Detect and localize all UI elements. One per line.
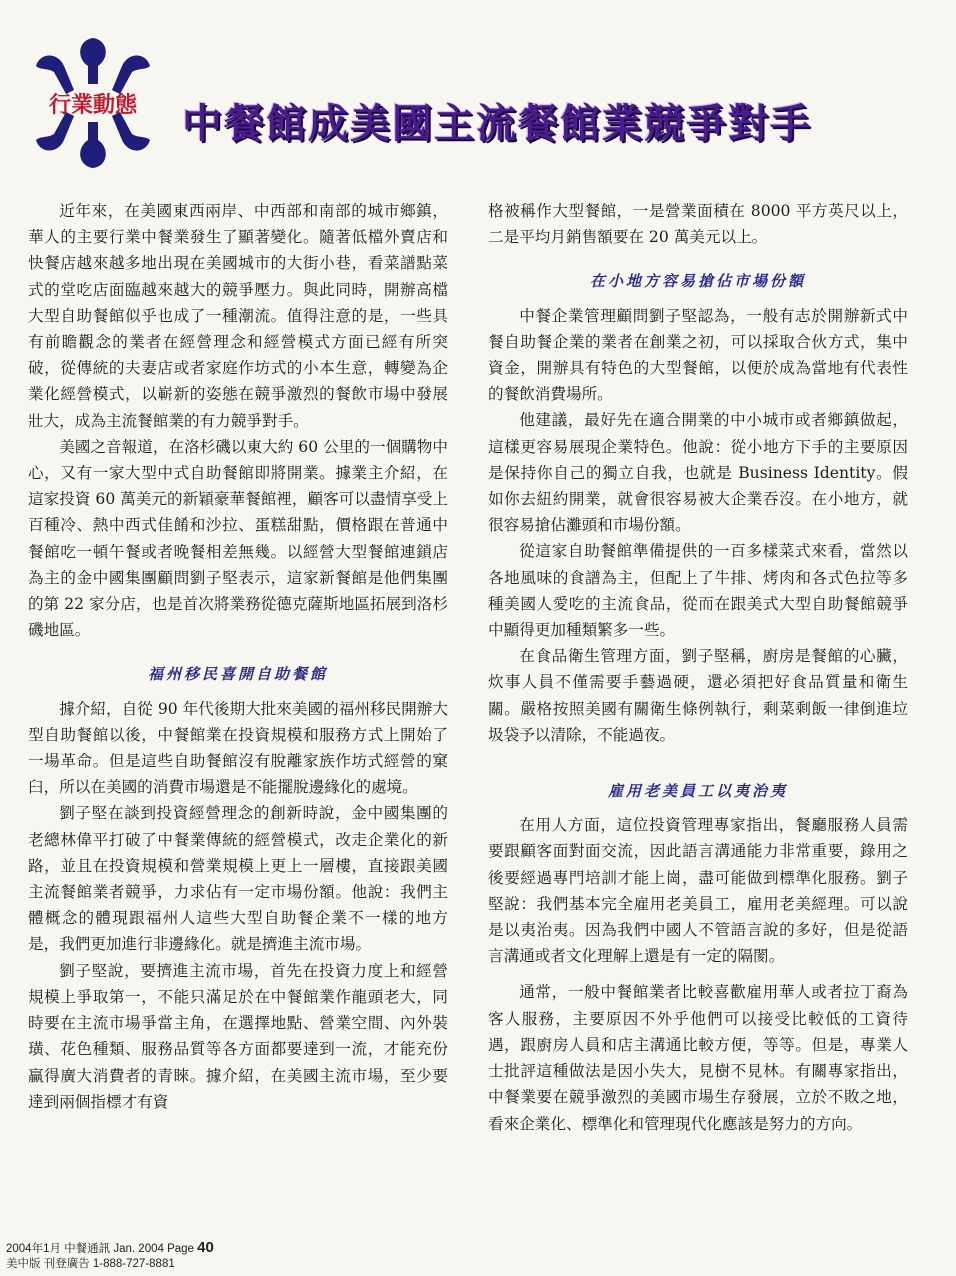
headline: 中餐館成美國主流餐館業競爭對手 <box>182 101 812 147</box>
paragraph: 在用人方面，這位投資管理專家指出，餐廳服務人員需要跟顧客面對面交流，因此語言溝通能力非常重要，錄用之後要經過專門培訓才能上崗，盡可能做到標準化服務。劉子堅說：我們基本完全雇用老美員工，雇用老美經理。可以說是以夷治夷。因為我們中國人不管語言說的多好，但是從語言溝通或者文化理解上還是有一定的隔閡。 <box>488 816 908 966</box>
right-column <box>488 198 908 1137</box>
subheading: 福州移民喜開自助餐館 <box>147 665 328 684</box>
paragraph: 美國之音報道，在洛杉磯以東大約 60 公里的一個購物中心，又有一家大型中式自助餐館即將開業。據業主介紹，在這家投資 60 萬美元的新穎豪華餐館裡，顧客可以盡情享受上百種冷、熱中西式佳餚和沙拉、蛋糕甜點，價格跟在普通中餐館吃一頓午餐或者晚餐相差無幾。以經營大型餐館連鎖店為主的金中國集團顧問劉子堅表示，這家新餐館是他們集團的第 22 家分店，也是首次將業務從德克薩斯地區拓展到洛杉磯地區。 <box>28 437 448 640</box>
subheading: 在小地方容易搶佔市場份額 <box>589 272 806 291</box>
paragraph: 從這家自助餐館準備提供的一百多樣菜式來看，當然以各地風味的食譜為主，但配上了牛排、烤肉和各式色拉等多種美國人愛吃的主流食品，從而在跟美式大型自助餐館競爭中顯得更加種類繁多一些。 <box>488 542 908 640</box>
page-number: 40 <box>197 1239 214 1256</box>
paragraph: 劉子堅說，要擠進主流市場，首先在投資力度上和經營規模上爭取第一，不能只滿足於在中餐館業作龍頭老大，同時要在主流市場爭當主角，在選擇地點、營業空間、內外裝璜、花色種類、服務品質等各方面都要達到一流，才能充份贏得廣大消費者的青睞。據介紹，在美國主流市場，至少要達到兩個指標才有資 <box>28 961 448 1111</box>
paragraph: 中餐企業管理顧問劉子堅認為，一般有志於開辦新式中餐自助餐企業的業者在創業之初，可以採取合伙方式，集中資金，開辦具有特色的大型餐館，以便於成為當地有代表性的餐飲消費場所。 <box>488 306 908 404</box>
section-logo <box>18 28 168 178</box>
paragraph: 在食品衛生管理方面，劉子堅稱，廚房是餐館的心臟，炊事人員不僅需要手藝過硬，還必須把好食品質量和衛生關。嚴格按照美國有關衛生條例執行，剩菜剩飯一律倒進垃圾袋予以清除，不能過夜。 <box>488 647 908 744</box>
paragraph: 近年來，在美國東西兩岸、中西部和南部的城市鄉鎮，華人的主要行業中餐業發生了顯著變化。隨著低檔外賣店和快餐店越來越多地出現在美國城市的大街小巷，看菜譜點菜式的堂吃店面臨越來越大的競爭壓力。與此同時，開辦高檔大型自助餐館似乎也成了一種潮流。值得注意的是，一些具有前瞻觀念的業者在經營理念和經營模式方面已經有所突破，從傳統的夫妻店或者家庭作坊式的小本生意，轉變為企業化經營模式，以嶄新的姿態在競爭激烈的餐飲市場中發展壯大，成為主流餐館業的有力競爭對手。 <box>28 202 448 430</box>
left-column <box>28 198 448 1115</box>
paragraph: 據介紹，自從 90 年代後期大批來美國的福州移民開辦大型自助餐館以後，中餐館業在投資規模和服務方式上開始了一場革命。但是這些自助餐館沒有脫離家族作坊式經營的窠臼，所以在美國的消費市場還是不能擺脫邊緣化的處境。 <box>28 699 448 797</box>
paragraph: 他建議，最好先在適合開業的中小城市或者鄉鎮做起，這樣更容易展現企業特色。他說：從小地方下手的主要原因是保持你自己的獨立自我，也就是 Business Identity。假如你去紐約開業，就會很容易被大企業吞沒。在小地方，就很容易搶佔灘頭和市場份額。 <box>488 411 908 535</box>
section-tag: 行業動態 <box>48 93 138 118</box>
footer-line-1 <box>6 1240 214 1257</box>
paragraph: 劉子堅在談到投資經營理念的創新時說，金中國集團的老總林偉平打破了中餐業傳統的經營模式，改走企業化的新路，並且在投資規模和營業規模上更上一層樓，直接跟美國主流餐館業者競爭，力求佔有一定市場份額。他說：我們主體概念的體現跟福州人這些大型自助餐企業不一樣的地方是，我們更加進行非邊緣化。就是擠進主流市場。 <box>28 804 448 954</box>
footer-issue: 2004年1月 中餐通訊 Jan. 2004 Page <box>6 1243 194 1255</box>
footer-line-2: 美中版 刊登廣告 1-888-727-8881 <box>6 1258 175 1270</box>
page-footer <box>6 1240 214 1272</box>
paragraph: 通常，一般中餐館業者比較喜歡雇用華人或者拉丁裔為客人服務，主要原因不外乎他們可以接受比較低的工資待遇，跟廚房人員和店主溝通比較方便，等等。但是，專業人士批評這種做法是因小失大，見樹不見林。有關專家指出，中餐業要在競爭激烈的美國市場生存發展，立於不敗之地，看來企業化、標準化和管理現代化應該是努力的方向。 <box>488 983 908 1133</box>
subheading: 雇用老美員工以夷治夷 <box>607 782 788 801</box>
paragraph: 格被稱作大型餐館，一是營業面積在 8000 平方英尺以上，二是平均月銷售額要在 20 萬美元以上。 <box>488 202 908 247</box>
